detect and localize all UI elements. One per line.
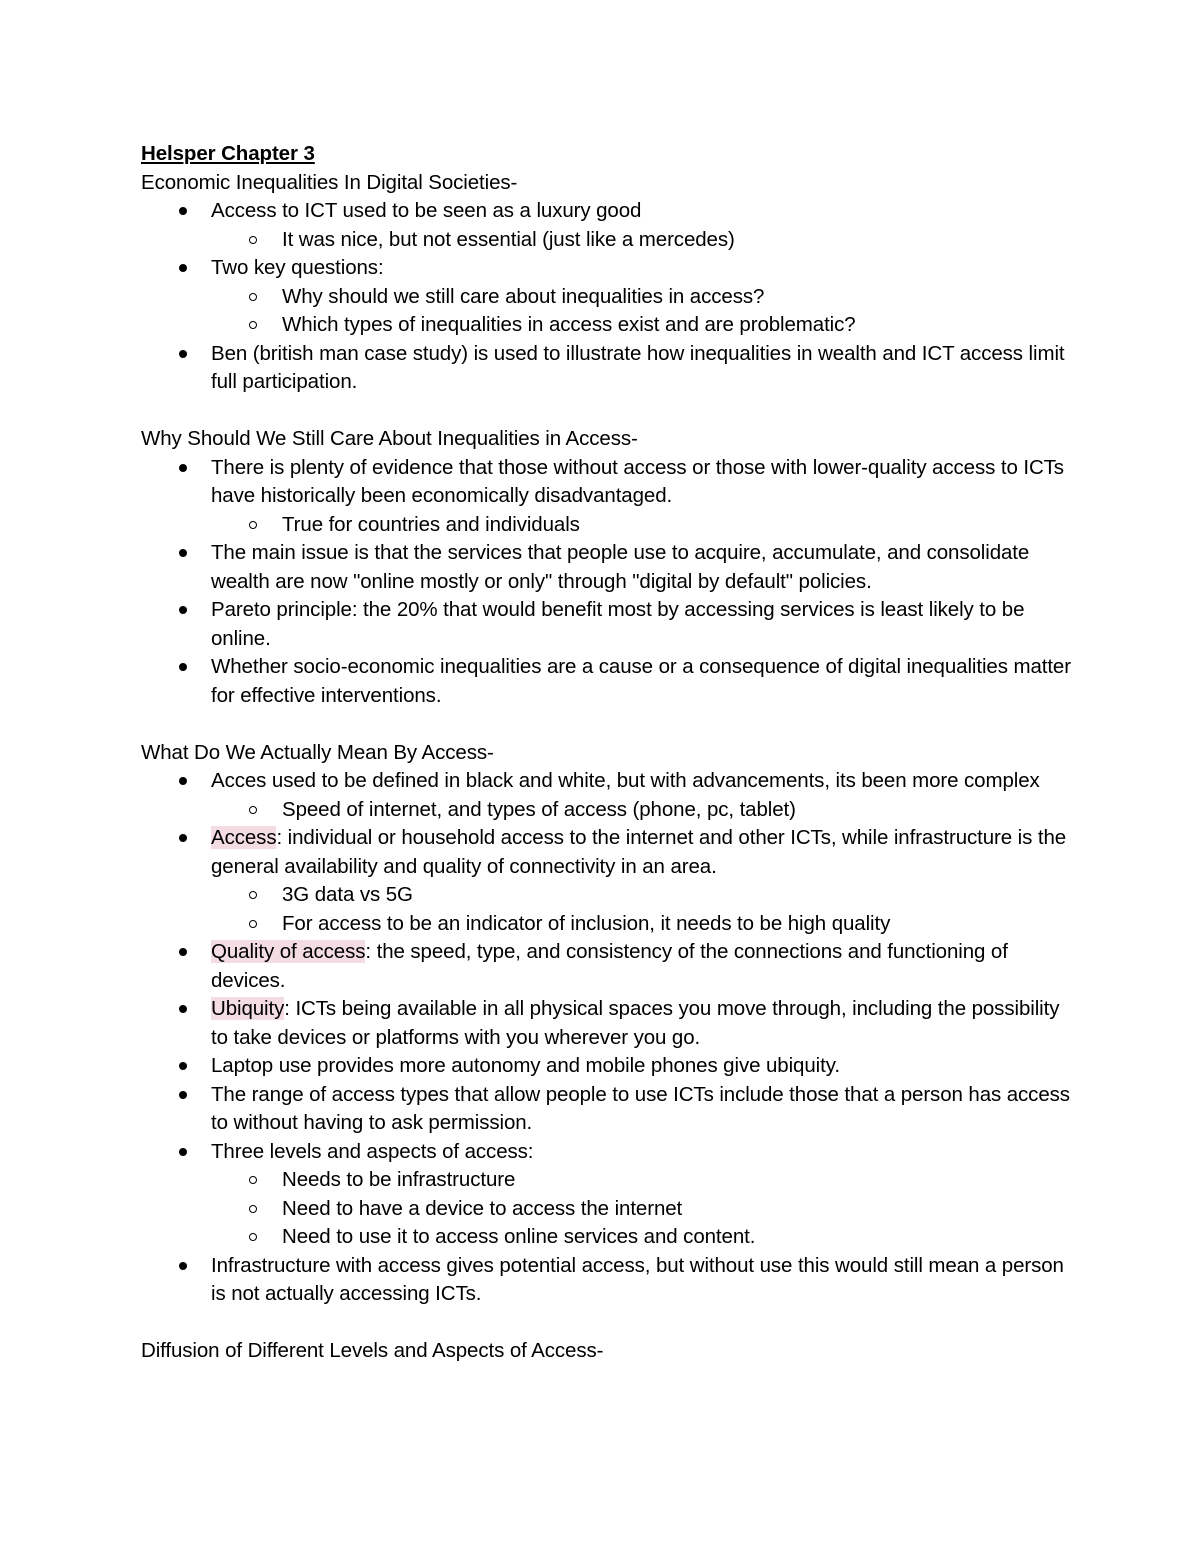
- sub-bullet-item: [141, 283, 1071, 312]
- sub-bullet-item: [141, 311, 1071, 340]
- filled-bullet-icon: [179, 606, 187, 614]
- bullet-text: : ICTs being available in all physical spaces you move through, including the possibility to take devices or platforms with you wherever you go.: [211, 997, 1060, 1049]
- bullet-text: Laptop use provides more autonomy and mobile phones give ubiquity.: [211, 1054, 840, 1077]
- filled-bullet-icon: [179, 777, 187, 785]
- sub-bullet-item: [141, 226, 1071, 255]
- bullet-item: [141, 197, 1071, 226]
- bullet-text: Whether socio-economic inequalities are a cause or a consequence of digital inequalities matter for effective interventions.: [211, 655, 1071, 707]
- bullet-item: [141, 454, 1071, 511]
- hollow-bullet-icon: [249, 1176, 257, 1184]
- document-title: Helsper Chapter 3: [141, 142, 315, 165]
- sub-bullet-text: True for countries and individuals: [282, 512, 580, 536]
- bullet-text: Ben (british man case study) is used to illustrate how inequalities in wealth and ICT access limit full participation.: [211, 341, 1065, 393]
- bullet-item: [141, 1252, 1071, 1309]
- hollow-bullet-icon: [249, 1205, 257, 1213]
- section-heading: Economic Inequalities In Digital Societies-: [141, 170, 518, 194]
- filled-bullet-icon: [179, 1005, 187, 1013]
- bullet-text: : individual or household access to the internet and other ICTs, while infrastructure is the general availability and quality of connectivity in an area.: [211, 826, 1067, 878]
- hollow-bullet-icon: [249, 521, 257, 529]
- bullet-item: [141, 340, 1071, 397]
- bullet-item: [141, 767, 1071, 796]
- sub-bullet-item: [141, 1223, 1071, 1252]
- bullet-item: [141, 1052, 1071, 1081]
- bullet-text: Access to ICT used to be seen as a luxury good: [211, 199, 642, 222]
- sub-bullet-text: Speed of internet, and types of access (phone, pc, tablet): [282, 797, 796, 821]
- filled-bullet-icon: [179, 207, 187, 215]
- filled-bullet-icon: [179, 1062, 187, 1070]
- bullet-item: [141, 539, 1071, 596]
- sub-bullet-item: [141, 881, 1071, 910]
- section-heading: What Do We Actually Mean By Access-: [141, 740, 494, 764]
- hollow-bullet-icon: [249, 321, 257, 329]
- sub-bullet-text: Why should we still care about inequalities in access?: [282, 284, 765, 308]
- sub-bullet-item: [141, 910, 1071, 939]
- bullet-text: Acces used to be defined in black and white, but with advancements, its been more complex: [211, 769, 1040, 792]
- bullet-item: [141, 824, 1071, 881]
- filled-bullet-icon: [179, 1148, 187, 1156]
- sub-bullet-text: 3G data vs 5G: [282, 883, 413, 906]
- bullet-text: : the speed, type, and consistency of the connections and functioning of devices.: [211, 940, 1008, 992]
- sub-bullet-text: Which types of inequalities in access exist and are problematic?: [282, 313, 856, 336]
- bullet-item: [141, 254, 1071, 283]
- bullet-text: There is plenty of evidence that those without access or those with lower-quality access to ICTs have historically been economically disadvantaged.: [211, 455, 1064, 507]
- bullet-item: [141, 1081, 1071, 1138]
- sub-bullet-text: Need to use it to access online services and content.: [282, 1225, 756, 1248]
- filled-bullet-icon: [179, 663, 187, 671]
- sub-bullet-text: For access to be an indicator of inclusion, it needs to be high quality: [282, 911, 891, 935]
- filled-bullet-icon: [179, 834, 187, 842]
- bullet-text: Two key questions:: [211, 256, 384, 279]
- bullet-item: [141, 938, 1071, 995]
- bullet-text: Three levels and aspects of access:: [211, 1139, 534, 1163]
- hollow-bullet-icon: [249, 920, 257, 928]
- section-spacer: [141, 1309, 1071, 1338]
- filled-bullet-icon: [179, 350, 187, 358]
- hollow-bullet-icon: [249, 293, 257, 301]
- filled-bullet-icon: [179, 948, 187, 956]
- section-spacer: [141, 710, 1071, 739]
- bullet-text: The main issue is that the services that people use to acquire, accumulate, and consolidate wealth are now "online mostly or only" through "digital by default" policies.: [211, 541, 1030, 593]
- section-heading: Diffusion of Different Levels and Aspects of Access-: [141, 1339, 604, 1362]
- filled-bullet-icon: [179, 549, 187, 557]
- sub-bullet-item: [141, 796, 1071, 825]
- highlighted-term: Ubiquity: [211, 997, 285, 1020]
- filled-bullet-icon: [179, 264, 187, 272]
- hollow-bullet-icon: [249, 236, 257, 244]
- bullet-item: [141, 1138, 1071, 1167]
- filled-bullet-icon: [179, 1262, 187, 1270]
- section-spacer: [141, 397, 1071, 426]
- document-body: [141, 169, 1071, 1366]
- bullet-text: Infrastructure with access gives potential access, but without use this would still mean a person is not actually accessing ICTs.: [211, 1253, 1064, 1305]
- hollow-bullet-icon: [249, 806, 257, 814]
- hollow-bullet-icon: [249, 891, 257, 899]
- sub-bullet-item: [141, 1166, 1071, 1195]
- sub-bullet-item: [141, 1195, 1071, 1224]
- sub-bullet-text: Needs to be infrastructure: [282, 1168, 516, 1191]
- filled-bullet-icon: [179, 1091, 187, 1099]
- sub-bullet-text: It was nice, but not essential (just like a mercedes): [282, 227, 735, 251]
- bullet-item: [141, 653, 1071, 710]
- hollow-bullet-icon: [249, 1233, 257, 1241]
- section-heading: Why Should We Still Care About Inequalities in Access-: [141, 427, 638, 450]
- bullet-text: Pareto principle: the 20% that would benefit most by accessing services is least likely to be online.: [211, 598, 1025, 650]
- document-page: [141, 140, 1071, 1366]
- bullet-text: The range of access types that allow people to use ICTs include those that a person has access to without having to ask permission.: [211, 1082, 1070, 1134]
- sub-bullet-item: [141, 511, 1071, 540]
- bullet-item: [141, 596, 1071, 653]
- filled-bullet-icon: [179, 464, 187, 472]
- highlighted-term: Access: [211, 826, 277, 849]
- bullet-item: [141, 995, 1071, 1052]
- sub-bullet-text: Need to have a device to access the internet: [282, 1196, 683, 1220]
- highlighted-term: Quality of access: [211, 940, 366, 963]
